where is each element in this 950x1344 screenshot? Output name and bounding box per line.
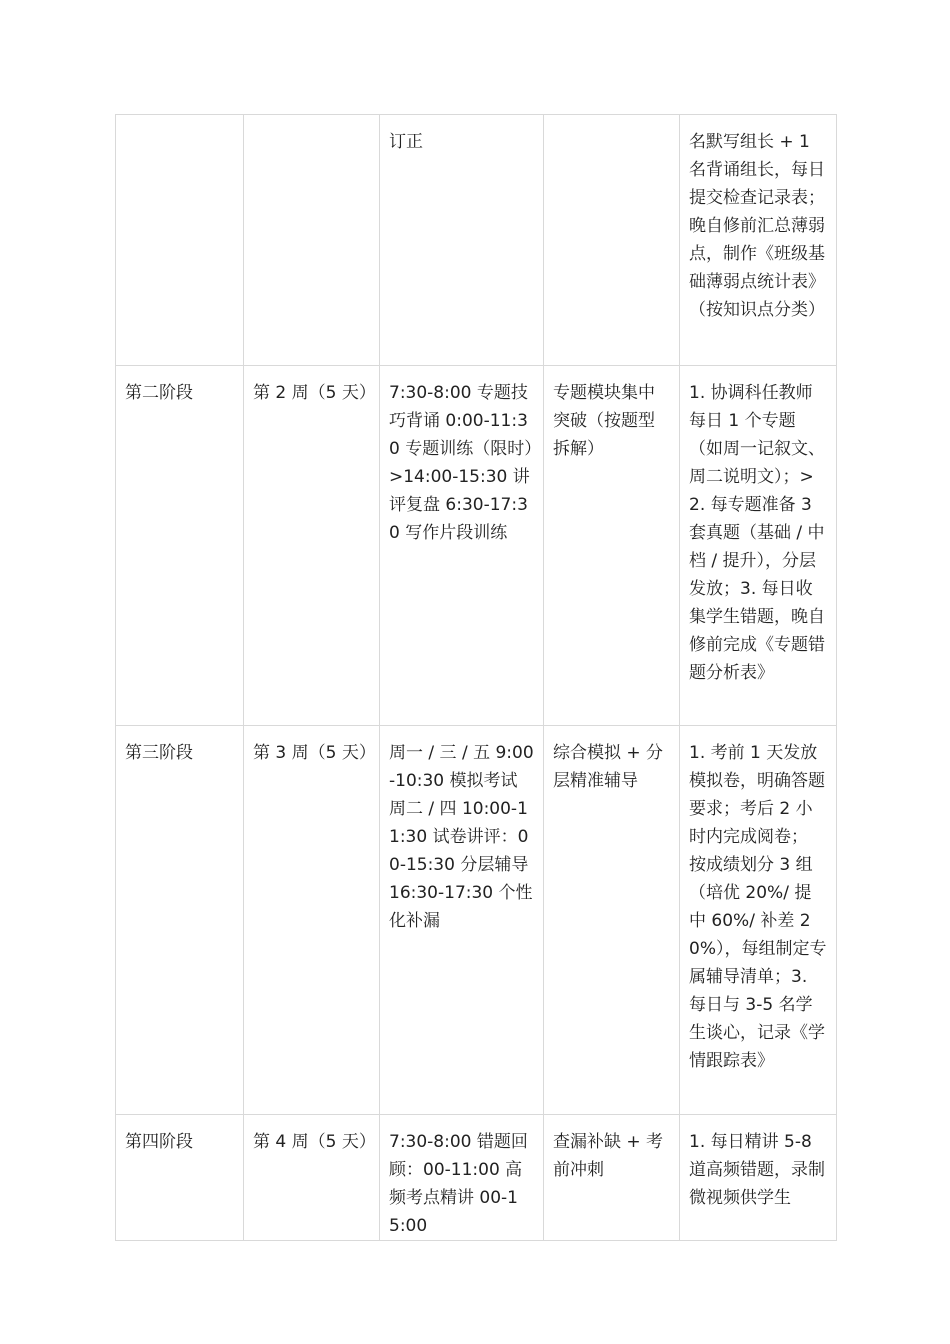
table-row xyxy=(116,726,837,1115)
stage-cell: 第三阶段 xyxy=(116,726,244,1115)
table-row xyxy=(116,366,837,726)
review-plan-table xyxy=(115,114,837,1241)
week-cell xyxy=(244,115,380,366)
table-row xyxy=(116,115,837,366)
schedule-cell: 7:30-8:00 错题回顾：00-11:00 高频考点精讲 00-15:00 xyxy=(380,1115,544,1241)
schedule-cell: 周一 / 三 / 五 9:00-10:30 模拟考试周二 / 四 10:00-11:30 试卷讲评：00-15:30 分层辅导 16:30-17:30 个性化补漏 xyxy=(380,726,544,1115)
stage-cell: 第四阶段 xyxy=(116,1115,244,1241)
focus-cell: 查漏补缺 + 考前冲刺 xyxy=(544,1115,680,1241)
week-cell: 第 4 周（5 天） xyxy=(244,1115,380,1241)
schedule-cell: 7:30-8:00 专题技巧背诵 0:00-11:30 专题训练（限时）>14:00-15:30 讲评复盘 6:30-17:30 写作片段训练 xyxy=(380,366,544,726)
week-cell: 第 2 周（5 天） xyxy=(244,366,380,726)
measures-cell: 名默写组长 + 1 名背诵组长，每日提交检查记录表； 晚自修前汇总薄弱点，制作《班级基础薄弱点统计表》（按知识点分类） xyxy=(680,115,837,366)
schedule-cell: 订正 xyxy=(380,115,544,366)
focus-cell: 专题模块集中突破（按题型拆解） xyxy=(544,366,680,726)
table-row xyxy=(116,1115,837,1241)
measures-cell: 1. 考前 1 天发放模拟卷，明确答题要求；考后 2 小时内完成阅卷； 按成绩划分 3 组（培优 20%/ 提中 60%/ 补差 20%），每组制定专属辅导清单；3. 每日与 3-5 名学生谈心，记录《学情跟踪表》 xyxy=(680,726,837,1115)
week-cell: 第 3 周（5 天） xyxy=(244,726,380,1115)
measures-cell: 1. 每日精讲 5-8 道高频错题，录制微视频供学生 xyxy=(680,1115,837,1241)
stage-cell: 第二阶段 xyxy=(116,366,244,726)
focus-cell xyxy=(544,115,680,366)
focus-cell: 综合模拟 + 分层精准辅导 xyxy=(544,726,680,1115)
measures-cell: 1. 协调科任教师每日 1 个专题（如周一记叙文、周二说明文）；>2. 每专题准备 3 套真题（基础 / 中档 / 提升），分层发放；3. 每日收集学生错题，晚自修前完成《专题错题分析表》 xyxy=(680,366,837,726)
stage-cell xyxy=(116,115,244,366)
